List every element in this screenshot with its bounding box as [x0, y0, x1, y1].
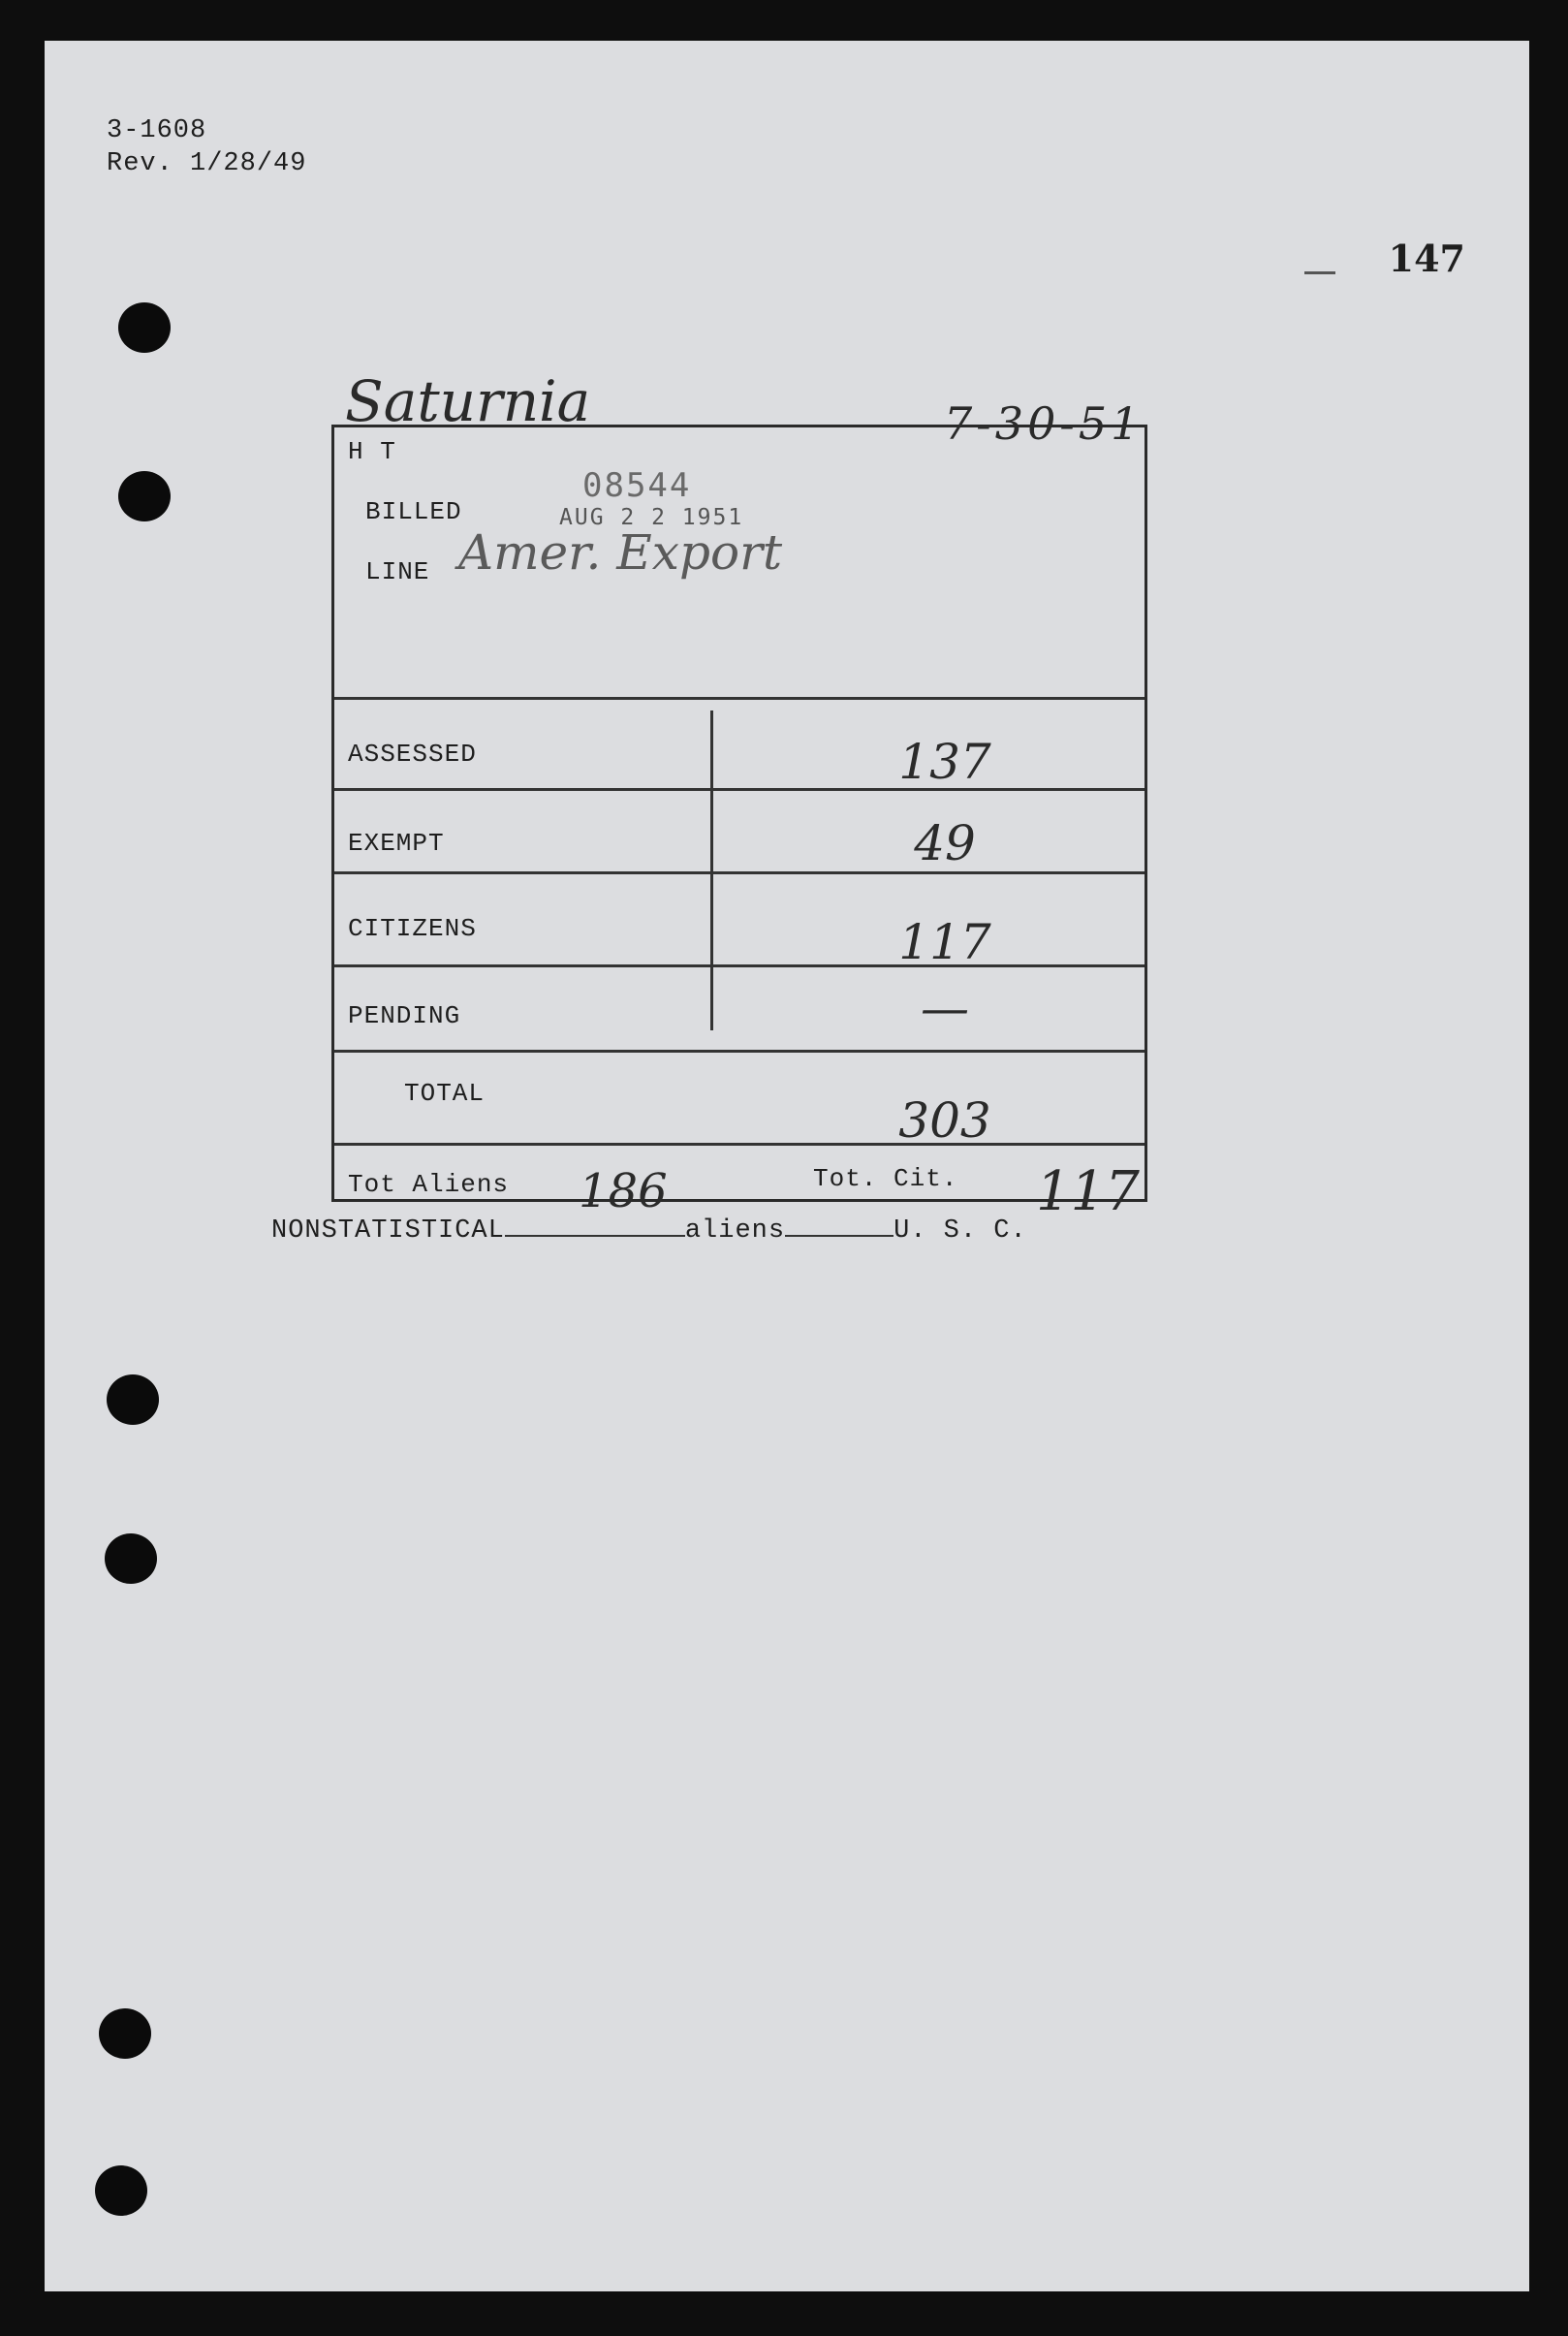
- punch-hole: [107, 1374, 159, 1425]
- line-label: LINE: [365, 557, 430, 586]
- total-label: TOTAL: [404, 1079, 486, 1108]
- exempt-value: 49: [914, 815, 976, 871]
- divider: [334, 964, 1145, 967]
- pending-label: PENDING: [348, 1001, 461, 1030]
- divider: [334, 697, 1145, 700]
- column-divider: [710, 710, 713, 1030]
- billed-stamp-number: 08544: [582, 466, 692, 505]
- punch-hole: [99, 2008, 151, 2059]
- form-identifier: [107, 114, 306, 180]
- form-revision: Rev. 1/28/49: [107, 149, 307, 178]
- divider: [334, 1143, 1145, 1146]
- nonstatistical-line: [271, 1215, 1027, 1246]
- tot-cit-label: Tot. Cit.: [813, 1164, 958, 1193]
- tot-cit-value: 117: [1036, 1160, 1140, 1223]
- voyage-date: 7-30-51: [944, 397, 1144, 450]
- punch-hole: [118, 302, 171, 353]
- total-value: 303: [898, 1092, 991, 1149]
- billed-label: BILLED: [365, 497, 462, 526]
- form-number: 3-1608: [107, 116, 207, 145]
- divider: [334, 871, 1145, 874]
- tot-aliens-label: Tot Aliens: [348, 1170, 510, 1199]
- punch-hole: [118, 471, 171, 521]
- dash-mark: [1304, 271, 1335, 274]
- nonstat-label: NONSTATISTICAL: [271, 1216, 505, 1246]
- assessed-label: ASSESSED: [348, 740, 477, 769]
- page-number: 147: [1388, 237, 1465, 280]
- citizens-value: 117: [898, 914, 991, 970]
- manifest-form: [331, 425, 1147, 1223]
- punch-hole: [105, 1533, 157, 1584]
- usc-label: U. S. C.: [894, 1216, 1027, 1246]
- nonstat-blank: [505, 1215, 685, 1237]
- exempt-label: EXEMPT: [348, 829, 445, 858]
- ship-name: Saturnia: [345, 368, 591, 434]
- punch-hole: [95, 2165, 147, 2216]
- tot-aliens-value: 186: [579, 1164, 668, 1218]
- assessed-value: 137: [898, 734, 991, 790]
- line-value: Amer. Export: [458, 524, 783, 581]
- divider: [334, 1050, 1145, 1053]
- nonstat-aliens-word: aliens: [684, 1216, 786, 1246]
- pending-value: —: [921, 980, 969, 1036]
- aliens-blank: [785, 1215, 894, 1237]
- divider: [334, 788, 1145, 791]
- billed-stamp-date: AUG 2 2 1951: [559, 505, 744, 530]
- ht-label: H T: [348, 437, 396, 466]
- citizens-label: CITIZENS: [348, 914, 477, 943]
